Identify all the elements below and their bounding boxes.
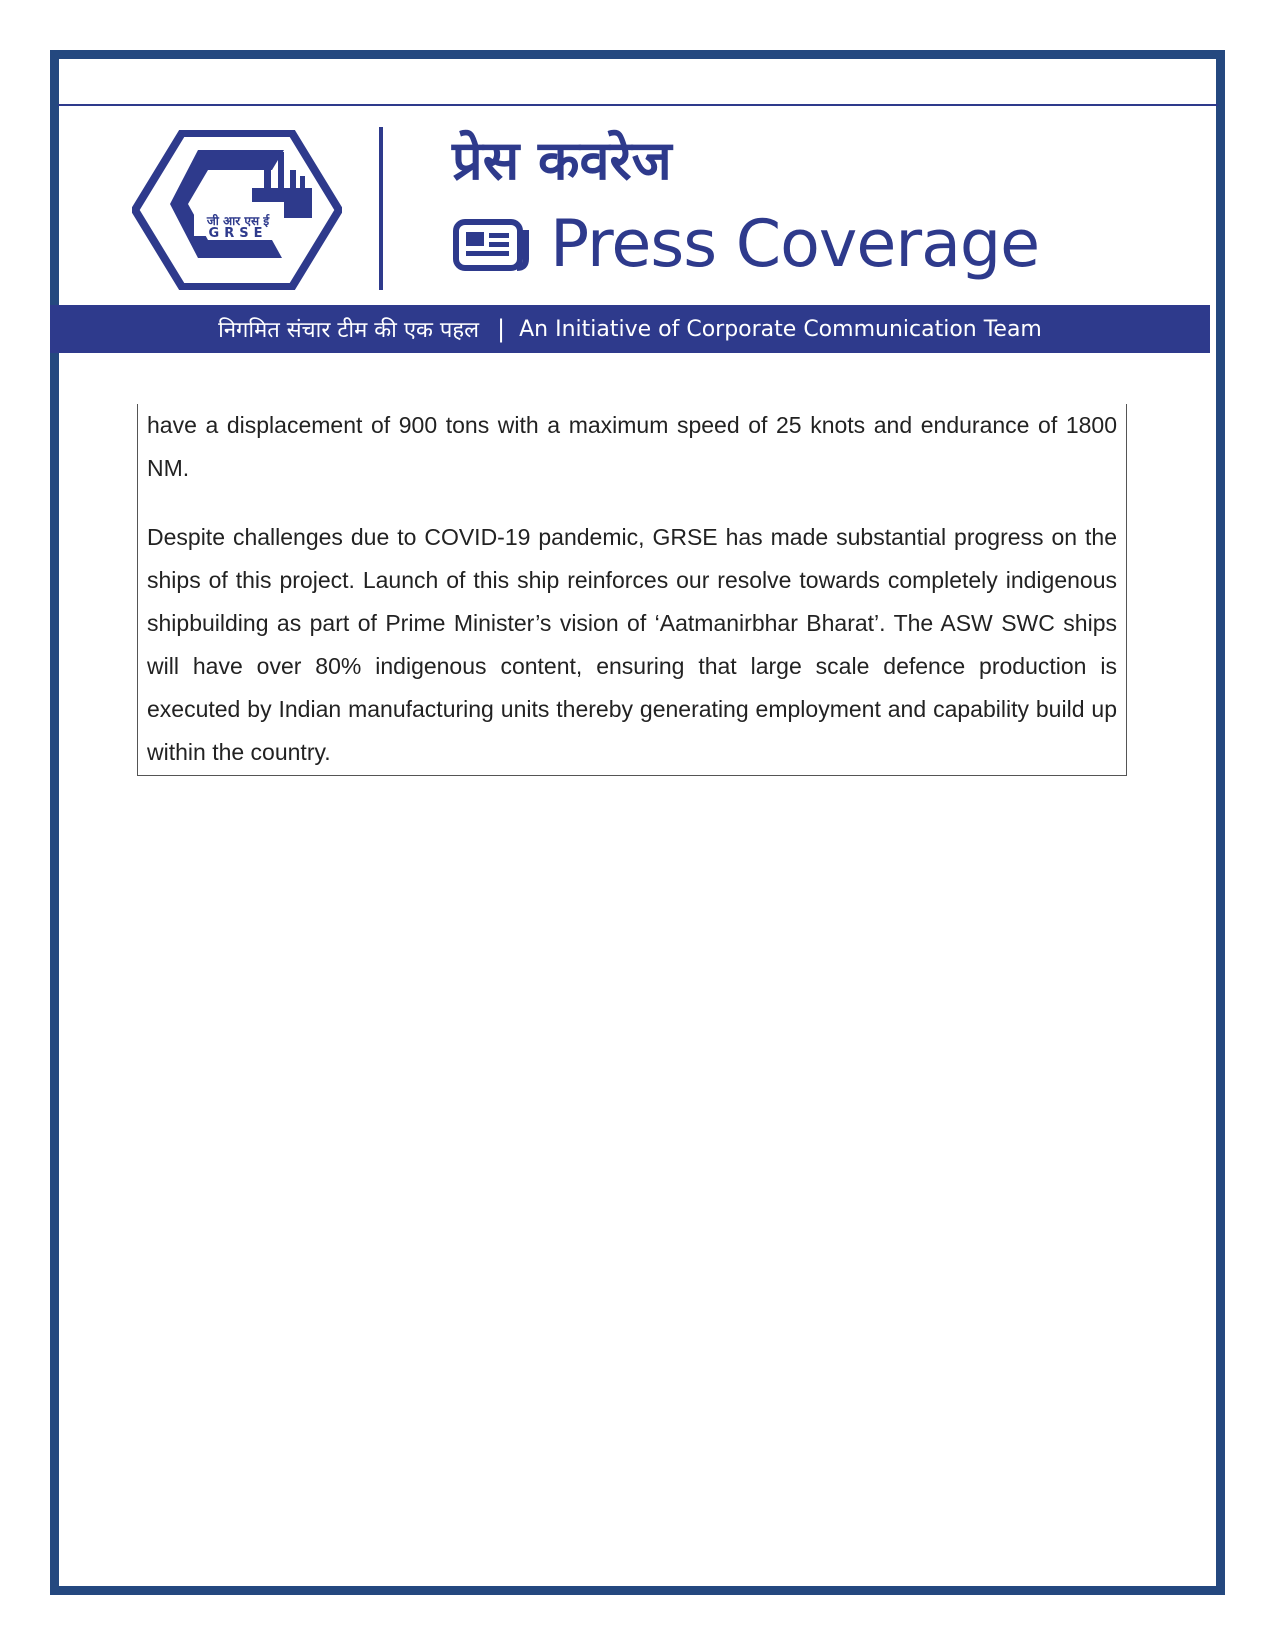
logo-hindi-text: जी आर एस ई — [206, 214, 270, 228]
header-rule — [58, 104, 1218, 106]
newspaper-icon — [453, 219, 529, 271]
title-english: Press Coverage — [550, 207, 1040, 282]
article-paragraph: have a displacement of 900 tons with a maximum speed of 25 knots and endurance of 1800 NM. — [147, 412, 1117, 481]
title-hindi: प्रेस कवरेज — [452, 129, 672, 192]
grse-logo — [132, 130, 342, 290]
grse-logo-emblem — [132, 130, 342, 290]
article-paragraph: Despite challenges due to COVID-19 pandemic, GRSE has made substantial progress on the ships of this project. Launch of this ship reinforces our resolve towards completely indigenous shipbuilding as part of Prime Minister’s vision of ‘Aatmanirbhar Bharat’. The ASW SWC ships will have over 80% indigenous content, ensuring that large scale defence production is executed by Indian manufacturing units thereby generating employment and capability build up within the country. — [147, 524, 1117, 765]
band-separator: | — [497, 315, 506, 343]
logo-latin-text: GRSE — [208, 226, 268, 241]
band-english-text: An Initiative of Corporate Communication Team — [519, 316, 1042, 342]
band-hindi-text: निगमित संचार टीम की एक पहल — [218, 318, 480, 343]
initiative-band — [50, 305, 1210, 353]
article-box — [137, 404, 1127, 776]
header-divider — [379, 127, 383, 290]
